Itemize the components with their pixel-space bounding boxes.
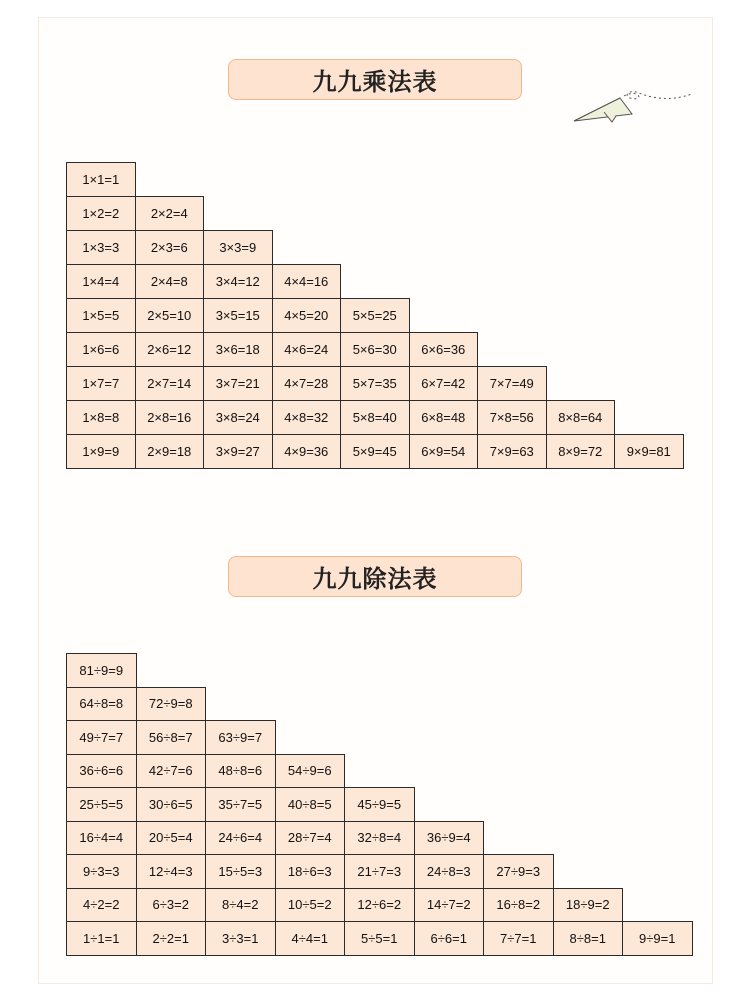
multiplication-cell: 6×9=54	[409, 434, 479, 469]
multiplication-cell: 4×4=16	[272, 264, 342, 299]
division-cell: 18÷9=2	[553, 888, 624, 923]
division-cell: 9÷3=3	[66, 854, 137, 889]
division-cell: 63÷9=7	[205, 720, 276, 755]
multiplication-cell: 5×7=35	[340, 366, 410, 401]
division-cell: 14÷7=2	[414, 888, 485, 923]
multiplication-cell: 3×8=24	[203, 400, 273, 435]
division-cell: 6÷3=2	[136, 888, 207, 923]
multiplication-cell: 6×7=42	[409, 366, 479, 401]
division-cell: 27÷9=3	[483, 854, 554, 889]
multiplication-cell: 1×6=6	[66, 332, 136, 367]
multiplication-cell: 4×7=28	[272, 366, 342, 401]
paper-plane-icon	[568, 88, 696, 128]
multiplication-cell: 3×4=12	[203, 264, 273, 299]
division-cell: 45÷9=5	[344, 787, 415, 822]
multiplication-cell: 1×4=4	[66, 264, 136, 299]
multiplication-cell: 2×6=12	[135, 332, 205, 367]
division-cell: 12÷6=2	[344, 888, 415, 923]
division-cell: 40÷8=5	[275, 787, 346, 822]
multiplication-cell: 2×2=4	[135, 196, 205, 231]
division-cell: 20÷5=4	[136, 821, 207, 856]
division-cell: 54÷9=6	[275, 754, 346, 789]
multiplication-cell: 2×8=16	[135, 400, 205, 435]
multiplication-cell: 1×7=7	[66, 366, 136, 401]
multiplication-cell: 1×5=5	[66, 298, 136, 333]
division-table-title: 九九除法表	[228, 556, 522, 597]
multiplication-cell: 4×9=36	[272, 434, 342, 469]
multiplication-cell: 5×6=30	[340, 332, 410, 367]
multiplication-cell: 3×9=27	[203, 434, 273, 469]
multiplication-cell: 8×8=64	[546, 400, 616, 435]
multiplication-cell: 2×3=6	[135, 230, 205, 265]
division-cell: 64÷8=8	[66, 687, 137, 722]
multiplication-cell: 1×2=2	[66, 196, 136, 231]
multiplication-table-title: 九九乘法表	[228, 59, 522, 100]
multiplication-cell: 5×5=25	[340, 298, 410, 333]
division-cell: 25÷5=5	[66, 787, 137, 822]
division-cell: 81÷9=9	[66, 653, 137, 688]
division-cell: 32÷8=4	[344, 821, 415, 856]
multiplication-cell: 1×3=3	[66, 230, 136, 265]
division-cell: 1÷1=1	[66, 921, 137, 956]
multiplication-cell: 6×6=36	[409, 332, 479, 367]
division-cell: 8÷4=2	[205, 888, 276, 923]
division-cell: 18÷6=3	[275, 854, 346, 889]
division-cell: 16÷4=4	[66, 821, 137, 856]
multiplication-cell: 2×7=14	[135, 366, 205, 401]
multiplication-cell: 4×6=24	[272, 332, 342, 367]
division-cell: 16÷8=2	[483, 888, 554, 923]
division-cell: 4÷2=2	[66, 888, 137, 923]
division-cell: 28÷7=4	[275, 821, 346, 856]
division-cell: 5÷5=1	[344, 921, 415, 956]
multiplication-cell: 8×9=72	[546, 434, 616, 469]
division-cell: 56÷8=7	[136, 720, 207, 755]
division-cell: 24÷8=3	[414, 854, 485, 889]
division-cell: 2÷2=1	[136, 921, 207, 956]
division-cell: 9÷9=1	[622, 921, 693, 956]
multiplication-cell: 7×8=56	[477, 400, 547, 435]
multiplication-cell: 1×8=8	[66, 400, 136, 435]
division-cell: 6÷6=1	[414, 921, 485, 956]
multiplication-cell: 3×3=9	[203, 230, 273, 265]
multiplication-cell: 6×8=48	[409, 400, 479, 435]
multiplication-cell: 1×9=9	[66, 434, 136, 469]
division-cell: 4÷4=1	[275, 921, 346, 956]
multiplication-cell: 3×6=18	[203, 332, 273, 367]
division-cell: 42÷7=6	[136, 754, 207, 789]
multiplication-cell: 3×7=21	[203, 366, 273, 401]
multiplication-cell: 9×9=81	[614, 434, 684, 469]
multiplication-cell: 2×5=10	[135, 298, 205, 333]
division-cell: 30÷6=5	[136, 787, 207, 822]
multiplication-cell: 7×7=49	[477, 366, 547, 401]
division-cell: 15÷5=3	[205, 854, 276, 889]
division-cell: 49÷7=7	[66, 720, 137, 755]
multiplication-cell: 7×9=63	[477, 434, 547, 469]
division-cell: 12÷4=3	[136, 854, 207, 889]
division-cell: 35÷7=5	[205, 787, 276, 822]
division-cell: 7÷7=1	[483, 921, 554, 956]
multiplication-cell: 1×1=1	[66, 162, 136, 197]
division-cell: 36÷6=6	[66, 754, 137, 789]
multiplication-cell: 3×5=15	[203, 298, 273, 333]
multiplication-cell: 4×8=32	[272, 400, 342, 435]
division-cell: 36÷9=4	[414, 821, 485, 856]
division-cell: 3÷3=1	[205, 921, 276, 956]
division-cell: 72÷9=8	[136, 687, 207, 722]
division-cell: 24÷6=4	[205, 821, 276, 856]
division-cell: 48÷8=6	[205, 754, 276, 789]
multiplication-cell: 5×9=45	[340, 434, 410, 469]
division-cell: 21÷7=3	[344, 854, 415, 889]
multiplication-cell: 2×4=8	[135, 264, 205, 299]
division-cell: 10÷5=2	[275, 888, 346, 923]
multiplication-cell: 2×9=18	[135, 434, 205, 469]
multiplication-cell: 4×5=20	[272, 298, 342, 333]
multiplication-cell: 5×8=40	[340, 400, 410, 435]
division-cell: 8÷8=1	[553, 921, 624, 956]
